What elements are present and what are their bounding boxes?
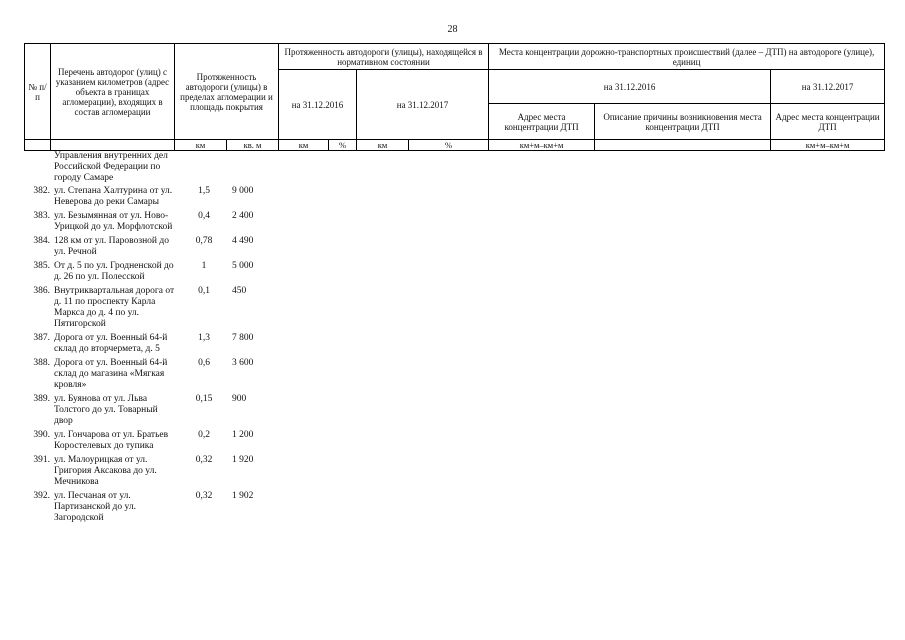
road-name: ул. Гончарова от ул. Братьев Коростелевых до тупика	[54, 430, 169, 451]
header-dtp-address-2017: Адрес места концентрации ДТП	[771, 104, 885, 140]
road-length-km: 0,15	[195, 394, 213, 404]
unit-km: км	[357, 140, 409, 151]
row-number: 391.	[33, 455, 50, 465]
row-number: 388.	[33, 358, 50, 368]
header-length: Протяженность автодороги (улицы) в пределах агломерации и площадь покрытия	[175, 44, 279, 140]
road-area-sqm: 1 902	[232, 491, 254, 501]
road-length-km: 1,5	[198, 186, 210, 196]
unit-km-range: км+м–км+м	[489, 140, 595, 151]
header-dtp: Места концентрации дорожно-транспортных происшествий (далее – ДТП) на автодороге (улице), единиц	[489, 44, 885, 70]
table-row	[24, 394, 284, 427]
road-length-km: 1	[201, 261, 207, 271]
road-length-km: 0,32	[195, 491, 213, 501]
road-name: ул. Безымянная от ул. Ново-Урицкой до ул. Морфлотской	[54, 211, 173, 232]
road-area-sqm: 7 800	[232, 333, 254, 343]
unit-empty	[51, 140, 175, 151]
road-name: Дорога от ул. Военный 64-й склад до магазина «Мягкая кровля»	[54, 358, 168, 390]
header-dtp-2017: на 31.12.2017	[771, 70, 885, 104]
road-name: Внутриквартальная дорога от д. 11 по проспекту Карла Маркса до д. 4 по ул. Пятигорской	[54, 286, 175, 329]
road-name: Дорога от ул. Военный 64-й склад до вторчермета, д. 5	[54, 333, 168, 354]
road-area-sqm: 1 200	[232, 430, 254, 440]
header-dtp-2016: на 31.12.2016	[489, 70, 771, 104]
road-area-sqm: 1 920	[232, 455, 254, 465]
road-area-sqm: 2 400	[232, 211, 254, 221]
road-area-sqm: 900	[232, 394, 247, 404]
unit-km: км	[279, 140, 329, 151]
table-row	[24, 455, 284, 488]
unit-pct: %	[409, 140, 489, 151]
road-area-sqm: 5 000	[232, 261, 254, 271]
table-row	[24, 286, 284, 330]
row-number: 389.	[33, 394, 50, 404]
unit-pct: %	[329, 140, 357, 151]
road-area-sqm: 9 000	[232, 186, 254, 196]
road-continuation: Управления внутренних дел Российской Федерации по городу Самаре	[54, 151, 168, 183]
header-number: № п/п	[25, 44, 51, 140]
road-name: ул. Буянова от ул. Льва Толстого до ул. Товарный двор	[54, 394, 158, 426]
road-length-km: 0,2	[198, 430, 210, 440]
table-row	[24, 358, 284, 391]
road-area-sqm: 450	[232, 286, 247, 296]
row-number: 390.	[33, 430, 50, 440]
road-length-km: 0,78	[195, 236, 213, 246]
road-name: ул. Малоурицкая от ул. Григория Аксакова до ул. Мечникова	[54, 455, 157, 487]
row-number: 386.	[33, 286, 50, 296]
table-row	[24, 151, 284, 184]
road-length-km: 0,6	[198, 358, 210, 368]
table-row	[24, 491, 284, 524]
row-number: 383.	[33, 211, 50, 221]
road-name: 128 км от ул. Паровозной до ул. Речной	[54, 236, 169, 257]
road-name: ул. Песчаная от ул. Партизанской до ул. Загородской	[54, 491, 136, 523]
road-length-km: 1,3	[198, 333, 210, 343]
unit-empty	[25, 140, 51, 151]
header-dtp-address: Адрес места концентрации ДТП	[489, 104, 595, 140]
road-name: От д. 5 по ул. Гродненской до д. 26 по ул. Полесской	[54, 261, 174, 282]
table-row	[24, 333, 284, 355]
road-length-km: 0,1	[198, 286, 210, 296]
row-number: 384.	[33, 236, 50, 246]
table-row	[24, 236, 284, 258]
header-road-list: Перечень автодорог (улиц) с указанием километров (адрес объекта в границах агломерации), входящих в состав агломерации	[51, 44, 175, 140]
table-row	[24, 261, 284, 283]
road-name: ул. Степана Халтурина от ул. Неверова до реки Самары	[54, 186, 173, 207]
road-area-sqm: 3 600	[232, 358, 254, 368]
row-number: 382.	[33, 186, 50, 196]
unit-km-range: км+м–км+м	[771, 140, 885, 151]
row-number: 392.	[33, 491, 50, 501]
row-number: 387.	[33, 333, 50, 343]
table-row	[24, 430, 284, 452]
road-area-sqm: 4 490	[232, 236, 254, 246]
table-header	[24, 43, 885, 151]
page-number: 28	[447, 24, 458, 35]
road-length-km: 0,4	[198, 211, 210, 221]
unit-sqm: кв. м	[227, 140, 279, 151]
table-row	[24, 211, 284, 233]
header-normative: Протяженность автодороги (улицы), находящейся в нормативном состоянии	[279, 44, 489, 70]
road-length-km: 0,32	[195, 455, 213, 465]
unit-km: км	[175, 140, 227, 151]
header-norm-2016: на 31.12.2016	[279, 70, 357, 140]
table-row	[24, 186, 284, 208]
row-number: 385.	[33, 261, 50, 271]
table-body	[24, 151, 284, 527]
header-norm-2017: на 31.12.2017	[357, 70, 489, 140]
header-dtp-reason: Описание причины возникновения места концентрации ДТП	[595, 104, 771, 140]
unit-empty	[595, 140, 771, 151]
